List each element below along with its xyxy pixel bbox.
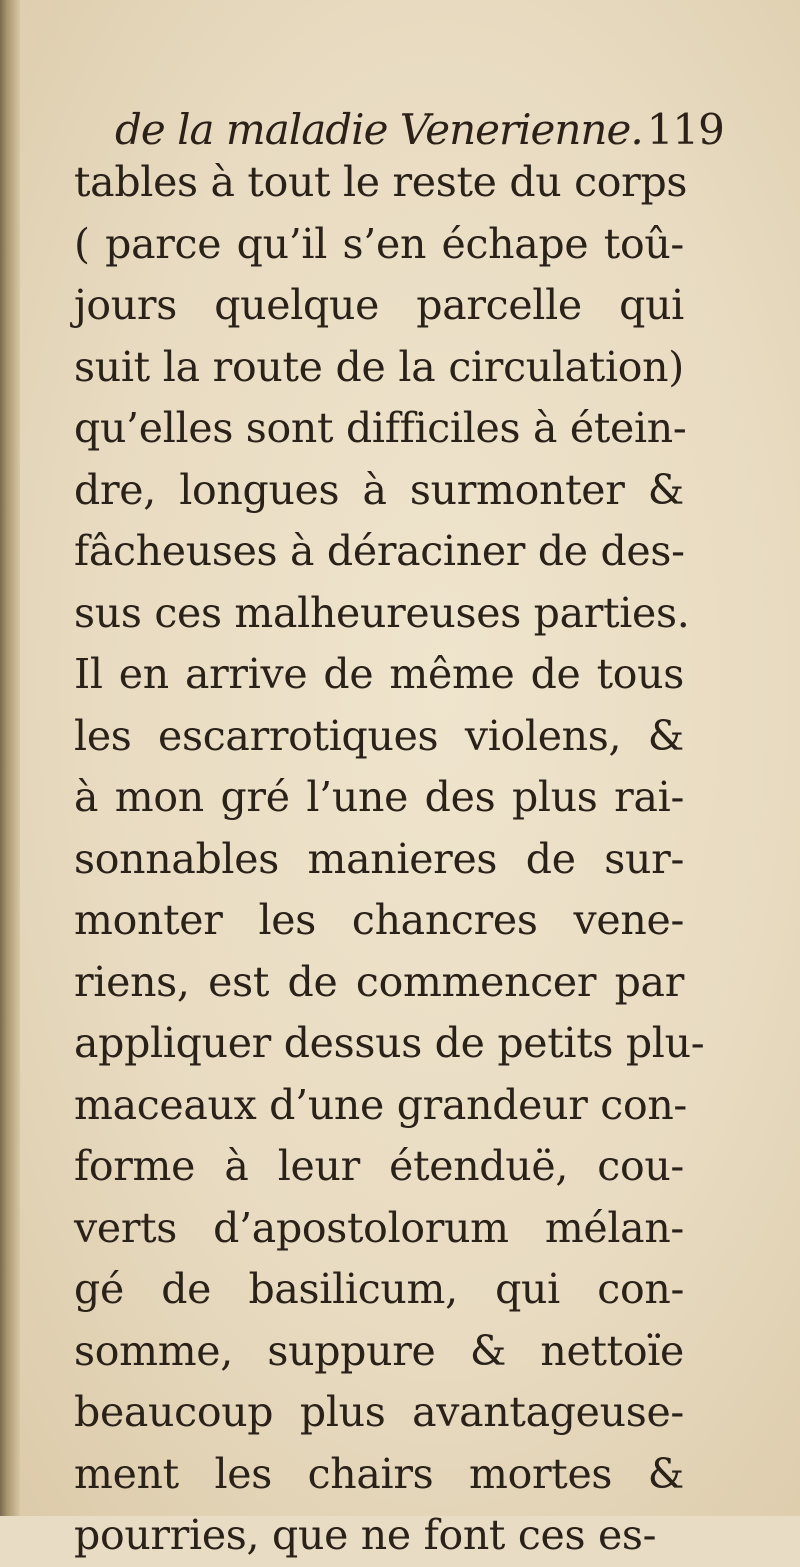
running-title: de la maladie Venerienne. xyxy=(115,105,643,154)
text-line: suit la route de la circulation) xyxy=(74,342,684,391)
text-line: à mon gré l’une des plus rai- xyxy=(74,773,684,821)
text-line: somme, suppure & nettoïe xyxy=(74,1326,684,1375)
text-line: verts d’apostolorum mélan- xyxy=(74,1203,684,1252)
text-line: Il en arrive de même de tous xyxy=(74,650,684,698)
text-line: les escarrotiques violens, & xyxy=(74,711,684,760)
text-line: maceaux d’une grandeur con- xyxy=(74,1080,687,1129)
text-line: riens, est de commencer par xyxy=(74,957,684,1006)
text-line: pourries, que ne font ces es- xyxy=(74,1511,657,1559)
text-line: beaucoup plus avantageuse- xyxy=(74,1388,684,1436)
text-line: sus ces malheureuses parties. xyxy=(74,588,690,637)
text-line: ment les chairs mortes & xyxy=(74,1449,684,1498)
page-number: 119 xyxy=(646,105,724,154)
body-text xyxy=(74,152,705,1567)
text-line: forme à leur étenduë, cou- xyxy=(74,1142,684,1190)
text-line: ( parce qu’il s’en échape toû- xyxy=(74,219,684,268)
text-line: qu’elles sont difficiles à étein- xyxy=(74,404,687,452)
text-line: sonnables manieres de sur- xyxy=(74,834,684,883)
text-line: gé de basilicum, qui con- xyxy=(74,1265,684,1313)
text-line: monter les chancres vene- xyxy=(74,896,684,944)
text-line: jours quelque parcelle qui xyxy=(74,281,684,329)
text-line: dre, longues à surmonter & xyxy=(74,465,684,514)
running-header xyxy=(115,100,724,160)
page-gutter xyxy=(0,0,20,1516)
text-line: appliquer dessus de petits plu- xyxy=(74,1019,705,1067)
text-line: fâcheuses à déraciner de des- xyxy=(74,527,685,575)
text-line: tables à tout le reste du corps xyxy=(74,158,688,206)
